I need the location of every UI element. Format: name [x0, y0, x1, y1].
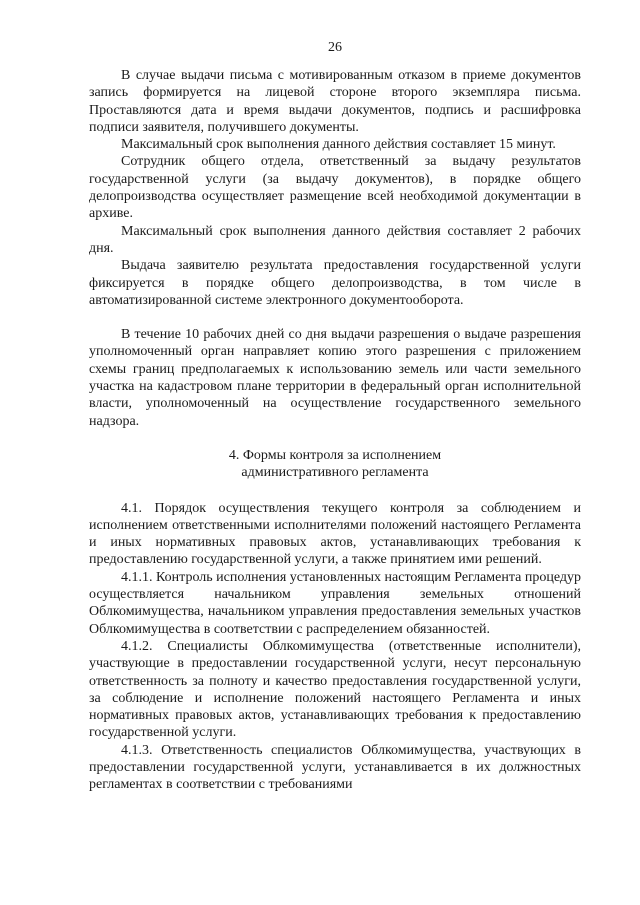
document-body: [89, 67, 581, 794]
paragraph-4-1-2: 4.1.2. Специалисты Облкомимущества (ответственные исполнители), участвующие в предоставлении государственной услуги, несут персональную ответственность за полноту и качество предоставления государственной услуги, за соблюдение и исполнение положений настоящего Регламента и иных нормативных правовых актов, устанавливающих требования к предоставлению государственной услуги.: [89, 638, 581, 741]
paragraph-result-registration: Выдача заявителю результата предоставления государственной услуги фиксируется в порядке общего делопроизводства, в том числе в автоматизированной системе электронного документооборота.: [89, 258, 581, 308]
section-heading-line2: административного регламента: [241, 465, 429, 481]
paragraph-max-time-2-days: Максимальный срок выполнения данного действия составляет 2 рабочих дня.: [89, 223, 581, 256]
paragraph-archive: Сотрудник общего отдела, ответственный за выдачу результатов государственной услуги (за выдачу документов), в порядке общего делопроизводства осуществляет размещение всей необходимой документации в архиве.: [89, 154, 581, 222]
section-heading: [89, 447, 581, 482]
paragraph-4-1: 4.1. Порядок осуществления текущего контроля за соблюдением и исполнением ответственными исполнителями положений настоящего Регламента и иных нормативных правовых актов, устанавливающих требования к предоставлению государственной услуги, а также принятием ими решений.: [89, 500, 581, 568]
paragraph-max-time-15-min: Максимальный срок выполнения данного действия составляет 15 минут.: [121, 137, 556, 153]
paragraph-refusal-letter: В случае выдачи письма с мотивированным отказом в приеме документов запись формируется на лицевой стороне второго экземпляра письма. Проставляются дата и время выдачи документов, подпись и расшифровка подписи заявителя, получившего документы.: [89, 68, 581, 135]
paragraph-4-1-3: 4.1.3. Ответственность специалистов Облкомимущества, участвующих в предоставлении государственной услуги, устанавливается в их должностных регламентах в соответствии с требованиями: [89, 742, 581, 793]
paragraph-4-1-1: 4.1.1. Контроль исполнения установленных настоящим Регламента процедур осуществляется начальником управления земельных отношений Облкомимущества, начальником управления предоставления земельных участков Облкомимущества в соответствии с распределением обязанностей.: [89, 569, 581, 637]
paragraph-permit-copy: В течение 10 рабочих дней со дня выдачи разрешения о выдаче разрешения уполномоченный орган направляет копию этого разрешения с приложением схемы границ предполагаемых к использованию земель или части земельного участка на кадастровом плане территории в федеральный орган исполнительной власти, уполномоченный на осуществление государственного земельного надзора.: [89, 327, 581, 429]
page-number: 26: [328, 40, 342, 55]
section-heading-line1: 4. Формы контроля за исполнением: [228, 447, 442, 463]
